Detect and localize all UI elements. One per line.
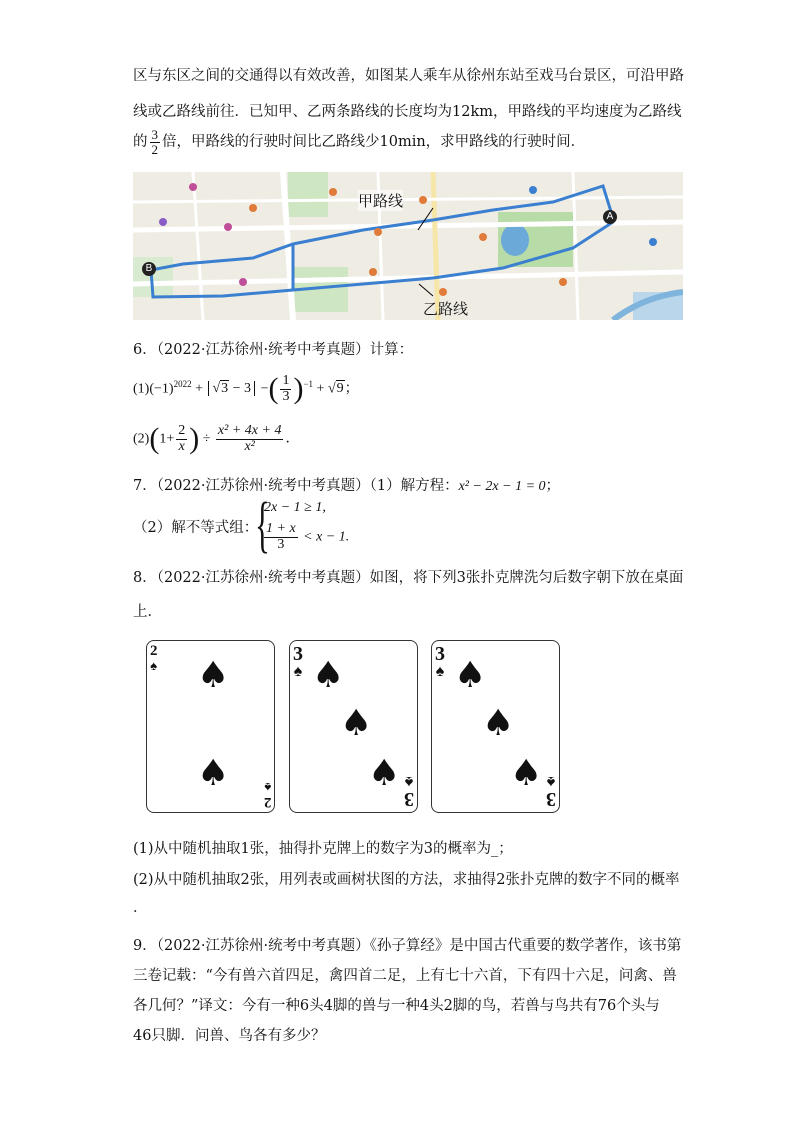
inequality-1: 2x − 1 ≥ 1, xyxy=(264,500,326,515)
q7-heading: 7．（2022·江苏徐州·统考中考真题）（1）解方程：x² − 2x − 1 = 0； xyxy=(133,478,561,494)
system-brace: { xyxy=(255,491,270,559)
card-rank-inverted: 3 ♠ xyxy=(546,773,556,810)
spade-icon: ♠ xyxy=(293,663,303,680)
p5-line-1: 区与东区之间的交通得以有效改善，如图某人乘车从徐州东站至戏马台景区，可沿甲路 xyxy=(133,68,684,84)
spade-icon: ♠ xyxy=(454,655,487,696)
playing-card-three-a xyxy=(289,640,418,813)
map-marker-icon: A xyxy=(603,210,617,224)
map-label-yi: 乙路线 xyxy=(423,300,469,318)
playing-card-three-b xyxy=(431,640,560,813)
p5-line-3: 的 $\frac{3}{2}$ 倍，甲路线的行驶时间比乙路线少10min，求甲路线的行驶时间． xyxy=(133,127,586,157)
q8-part-2: (2)从中随机抽取2张，用列表或画树状图的方法，求抽得2张扑克牌的数字不同的概率 xyxy=(133,872,680,888)
spade-icon: ♠ xyxy=(150,658,158,673)
q6-part-1: $(1)(-1)^{2022} + √3 - 3$ −( $\frac{1}{3}$ )$^{-1}$ + √9； xyxy=(133,372,359,406)
map-label-jia: 甲路线 xyxy=(358,192,404,210)
spade-icon: ♠ xyxy=(263,780,271,795)
spade-icon: ♠ xyxy=(197,753,230,794)
card-rank: 2 ♠ xyxy=(150,643,158,673)
spade-icon: ♠ xyxy=(312,655,345,696)
spade-icon: ♠ xyxy=(546,773,556,790)
spade-icon: ♠ xyxy=(368,753,401,794)
q8-part-1: (1)从中随机抽取1张，抽得扑克牌上的数字为3的概率为_； xyxy=(133,841,513,857)
card-rank-inverted: 3 ♠ xyxy=(404,773,414,810)
q9-line-4: 46只脚．问兽、鸟各有多少？ xyxy=(133,1028,326,1044)
playing-card-two xyxy=(146,640,275,813)
card-rank: 3 ♠ xyxy=(435,643,445,680)
q9-line-1: 9．（2022·江苏徐州·统考中考真题）《孙子算经》是中国古代重要的数学著作，该书第 xyxy=(133,938,682,954)
route-map-svg xyxy=(133,172,683,320)
q8-line-2: 上． xyxy=(133,604,162,620)
card-rank: 3 ♠ xyxy=(293,643,303,680)
q7-part-2-label: （2）解不等式组： xyxy=(133,520,259,536)
spade-icon: ♠ xyxy=(435,663,445,680)
p5-line-2: 线或乙路线前往．已知甲、乙两条路线的长度均为12km，甲路线的平均速度为乙路线 xyxy=(133,104,682,120)
spade-icon: ♠ xyxy=(510,753,543,794)
q6-part-2: (2)(1+ $\frac{2}{x}$ ) ÷ $\frac{\text{x² + 4x + 4}}{\text{x²}}$ ． xyxy=(133,422,300,456)
q9-line-2: 三卷记载：“今有兽六首四足，禽四首二足，上有七十六首，下有四十六足，问禽、兽 xyxy=(133,968,677,984)
inequality-2: $\frac{1 + x}{3}$ < x − 1. xyxy=(266,521,350,552)
fraction-three-halves: $\frac{3}{2}$ xyxy=(151,127,158,157)
spade-icon: ♠ xyxy=(340,703,373,744)
spade-icon: ♠ xyxy=(404,773,414,790)
q8-line-1: 8．（2022·江苏徐州·统考中考真题）如图，将下列3张扑克牌洗匀后数字朝下放在桌面 xyxy=(133,570,684,586)
q6-heading: 6．（2022·江苏徐州·统考中考真题）计算： xyxy=(133,342,414,358)
q9-line-3: 各几何？”译文：今有一种6头4脚的兽与一种4头2脚的鸟，若兽与鸟共有76个头与 xyxy=(133,998,660,1014)
route-map xyxy=(133,172,683,320)
card-rank-inverted: 2 ♠ xyxy=(263,780,271,810)
map-marker-icon: B xyxy=(142,262,156,276)
q8-part-2-tail: ． xyxy=(133,900,148,916)
spade-icon: ♠ xyxy=(482,703,515,744)
spade-icon: ♠ xyxy=(197,655,230,696)
